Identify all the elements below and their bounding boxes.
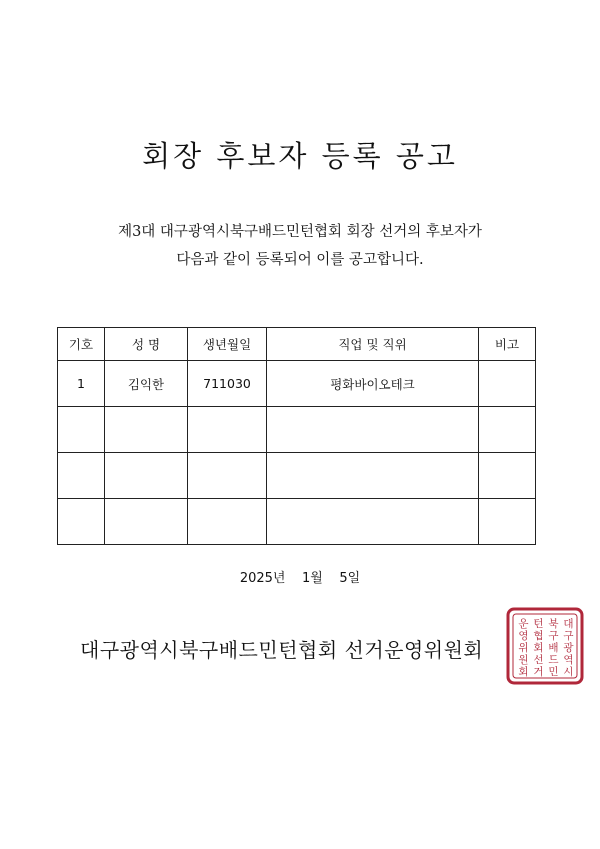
seal-glyph: 위 <box>518 642 529 654</box>
cell-remarks <box>479 361 536 407</box>
cell-birthdate: 711030 <box>188 361 267 407</box>
announcement-date: 2025년 1월 5일 <box>239 571 361 586</box>
cell-occupation <box>267 453 479 499</box>
seal-glyph: 회 <box>533 642 544 654</box>
cell-number <box>58 499 105 545</box>
header-name: 성 명 <box>105 328 188 361</box>
intro-paragraph <box>40 218 560 274</box>
seal-glyph: 선 <box>533 654 544 666</box>
cell-birthdate <box>188 453 267 499</box>
seal-glyph: 시 <box>563 666 574 678</box>
seal-glyph: 회 <box>518 666 529 678</box>
seal-glyph: 운 <box>518 618 529 630</box>
seal-glyph: 구 <box>548 630 559 642</box>
table-row <box>58 407 536 453</box>
header-number: 기호 <box>58 328 105 361</box>
seal-glyph: 민 <box>548 666 559 678</box>
seal-glyph: 광 <box>563 642 574 654</box>
cell-name: 김익한 <box>105 361 188 407</box>
cell-name <box>105 499 188 545</box>
cell-birthdate <box>188 407 267 453</box>
intro-line-1: 제3대 대구광역시북구배드민턴협회 회장 선거의 후보자가 <box>118 224 482 240</box>
table-row <box>58 499 536 545</box>
seal-glyph: 북 <box>548 618 559 630</box>
table-row <box>58 453 536 499</box>
cell-birthdate <box>188 499 267 545</box>
document-title: 회장 후보자 등록 공고 <box>142 139 458 173</box>
committee-name: 대구광역시북구배드민턴협회 선거운영위원회 <box>80 638 484 662</box>
seal-glyph: 거 <box>533 666 544 678</box>
candidate-table <box>57 327 536 545</box>
seal-glyph: 원 <box>518 654 529 666</box>
seal-glyph: 드 <box>548 654 559 666</box>
cell-name <box>105 407 188 453</box>
intro-line-2: 다음과 같이 등록되어 이를 공고합니다. <box>176 252 424 268</box>
cell-occupation <box>267 407 479 453</box>
cell-remarks <box>479 499 536 545</box>
table-row <box>58 361 536 407</box>
header-birthdate: 생년월일 <box>188 328 267 361</box>
cell-name <box>105 453 188 499</box>
cell-number: 1 <box>58 361 105 407</box>
cell-occupation <box>267 499 479 545</box>
seal-glyph: 구 <box>563 630 574 642</box>
cell-number <box>58 453 105 499</box>
cell-remarks <box>479 453 536 499</box>
header-remarks: 비고 <box>479 328 536 361</box>
seal-glyph: 대 <box>563 618 574 630</box>
seal-glyph: 배 <box>548 642 559 654</box>
table-header-row <box>58 328 536 361</box>
cell-number <box>58 407 105 453</box>
official-seal-icon <box>506 607 584 685</box>
seal-glyph: 영 <box>518 630 529 642</box>
header-occupation: 직업 및 직위 <box>267 328 479 361</box>
seal-glyph: 역 <box>563 654 574 666</box>
seal-glyph: 턴 <box>533 618 544 630</box>
seal-glyph: 협 <box>533 630 544 642</box>
cell-remarks <box>479 407 536 453</box>
cell-occupation: 평화바이오테크 <box>267 361 479 407</box>
